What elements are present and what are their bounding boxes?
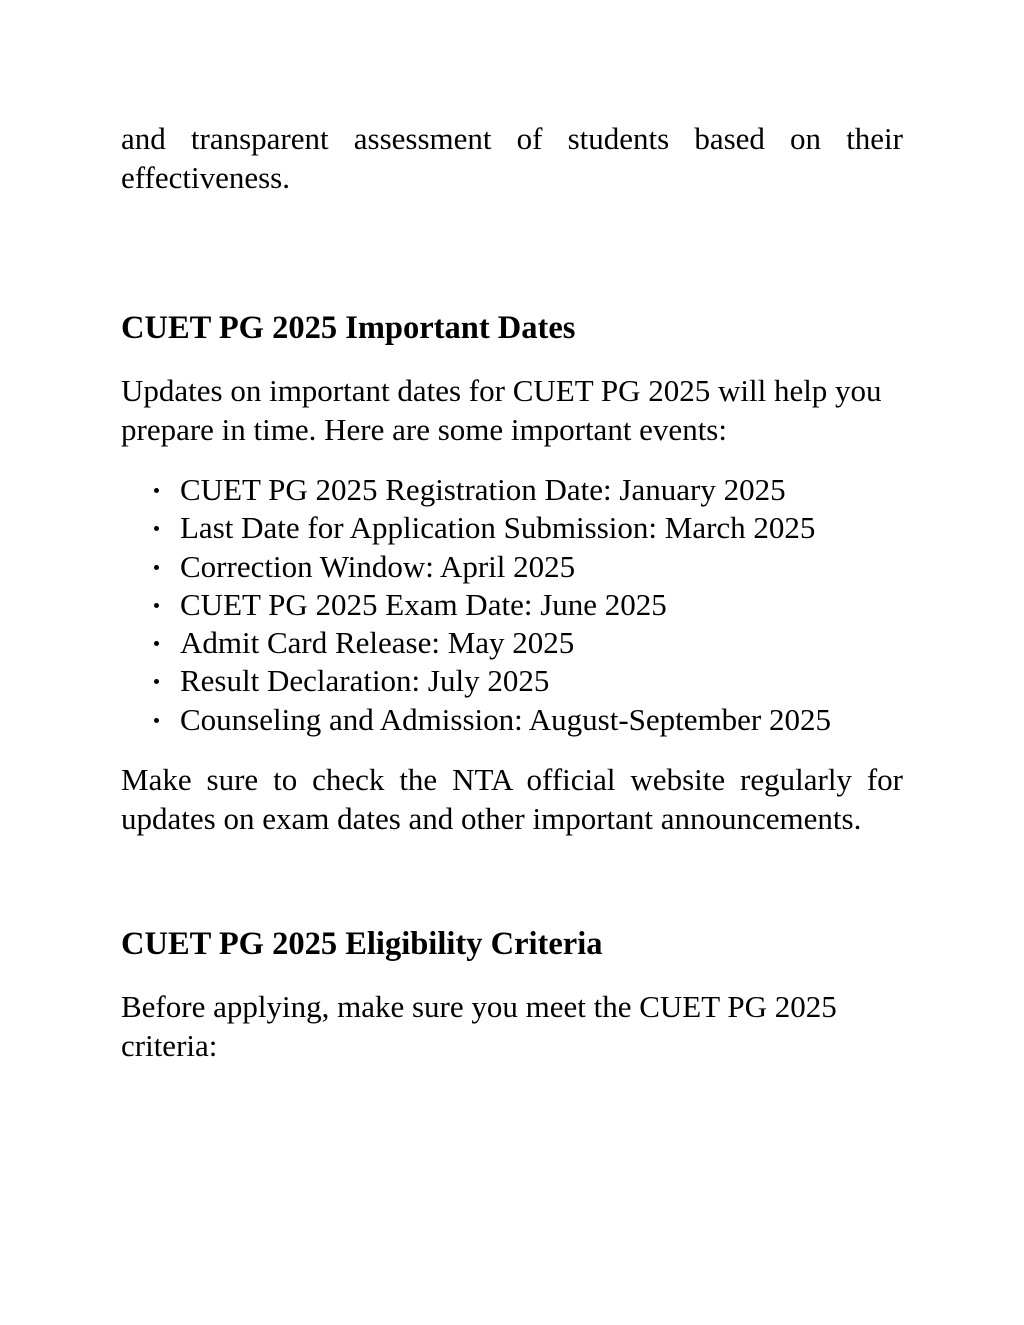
important-dates-list xyxy=(121,471,903,739)
bullet-icon xyxy=(154,679,159,684)
list-item-text: Counseling and Admission: August-September 2025 xyxy=(180,701,831,737)
important-dates-intro: Updates on important dates for CUET PG 2025 will help you prepare in time. Here are some important events: xyxy=(121,373,882,447)
bullet-icon xyxy=(154,641,159,646)
intro-paragraph: and transparent assessment of students based on their effectiveness. xyxy=(121,121,903,195)
document-page xyxy=(121,120,903,1065)
bullet-icon xyxy=(154,718,159,723)
list-item xyxy=(121,701,903,739)
list-item xyxy=(121,548,903,586)
list-item xyxy=(121,586,903,624)
eligibility-intro: Before applying, make sure you meet the CUET PG 2025 criteria: xyxy=(121,989,837,1063)
bullet-icon xyxy=(154,488,159,493)
list-item-text: CUET PG 2025 Exam Date: June 2025 xyxy=(180,586,667,622)
eligibility-heading: CUET PG 2025 Eligibility Criteria xyxy=(121,926,603,963)
bullet-icon xyxy=(154,565,159,570)
list-item xyxy=(121,471,903,509)
important-dates-heading: CUET PG 2025 Important Dates xyxy=(121,310,576,346)
list-item xyxy=(121,509,903,547)
list-item-text: Correction Window: April 2025 xyxy=(180,548,576,584)
list-item-text: CUET PG 2025 Registration Date: January 2025 xyxy=(180,472,786,507)
list-item-text: Result Declaration: July 2025 xyxy=(180,663,550,699)
list-item xyxy=(121,662,903,700)
bullet-icon xyxy=(154,603,159,608)
important-dates-note: Make sure to check the NTA official website regularly for updates on exam dates and other important announcements. xyxy=(121,762,903,836)
list-item-text: Admit Card Release: May 2025 xyxy=(180,625,575,661)
bullet-icon xyxy=(154,526,159,531)
list-item-text: Last Date for Application Submission: March 2025 xyxy=(180,510,816,546)
list-item xyxy=(121,624,903,662)
